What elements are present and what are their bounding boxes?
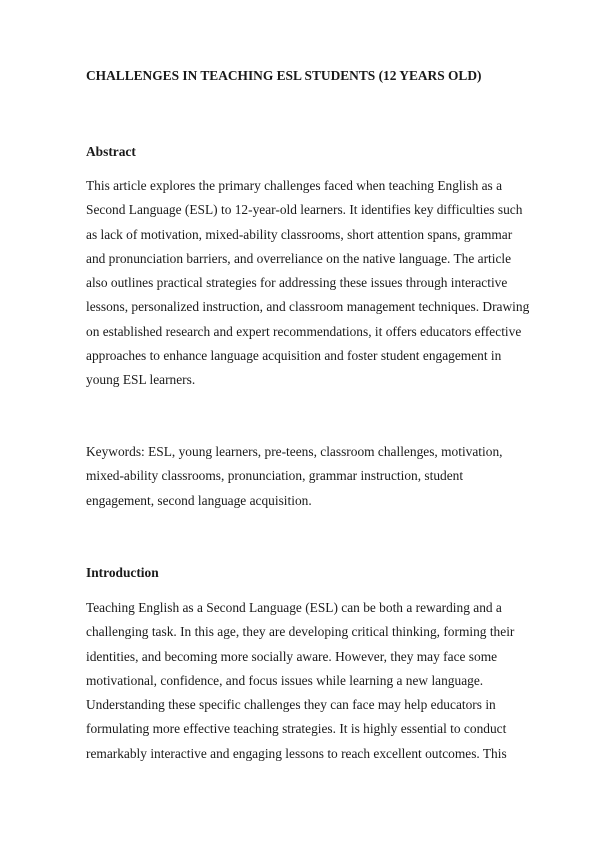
abstract-line: on established research and expert recommendations, it offers educators effective <box>86 323 522 339</box>
document-title: CHALLENGES IN TEACHING ESL STUDENTS (12 YEARS OLD) <box>86 68 482 83</box>
keywords-line: engagement, second language acquisition. <box>86 492 312 508</box>
introduction-line: challenging task. In this age, they are developing critical thinking, forming their <box>86 624 515 640</box>
introduction-line: remarkably interactive and engaging lessons to reach excellent outcomes. This <box>86 745 507 761</box>
keywords-line: Keywords: ESL, young learners, pre-teens, classroom challenges, motivation, <box>86 444 503 459</box>
introduction-paragraph <box>86 599 556 769</box>
introduction-line: Teaching English as a Second Language (ESL) can be both a rewarding and a <box>86 600 502 615</box>
abstract-line: also outlines practical strategies for addressing these issues through interactive <box>86 275 508 290</box>
keywords-paragraph <box>86 443 556 516</box>
abstract-line: lessons, personalized instruction, and classroom management techniques. Drawing <box>86 299 530 315</box>
introduction-heading: Introduction <box>86 565 159 580</box>
abstract-heading: Abstract <box>86 144 136 159</box>
abstract-line: and pronunciation barriers, and overreliance on the native language. The article <box>86 250 512 266</box>
introduction-line: motivational, confidence, and focus issues while learning a new language. <box>86 672 484 688</box>
introduction-line: identities, and becoming more socially aware. However, they may face some <box>86 648 498 664</box>
introduction-line: formulating more effective teaching strategies. It is highly essential to conduct <box>86 721 507 737</box>
introduction-line: Understanding these specific challenges they can face may help educators in <box>86 697 496 712</box>
abstract-line: This article explores the primary challenges faced when teaching English as a <box>86 178 503 193</box>
keywords-line: mixed-ability classrooms, pronunciation, grammar instruction, student <box>86 468 464 484</box>
abstract-paragraph <box>86 177 556 395</box>
abstract-line: young ESL learners. <box>86 372 196 387</box>
abstract-line: approaches to enhance language acquisition and foster student engagement in <box>86 347 502 363</box>
abstract-line: Second Language (ESL) to 12-year-old learners. It identifies key difficulties such <box>86 202 523 218</box>
abstract-line: as lack of motivation, mixed-ability classrooms, short attention spans, grammar <box>86 226 513 242</box>
